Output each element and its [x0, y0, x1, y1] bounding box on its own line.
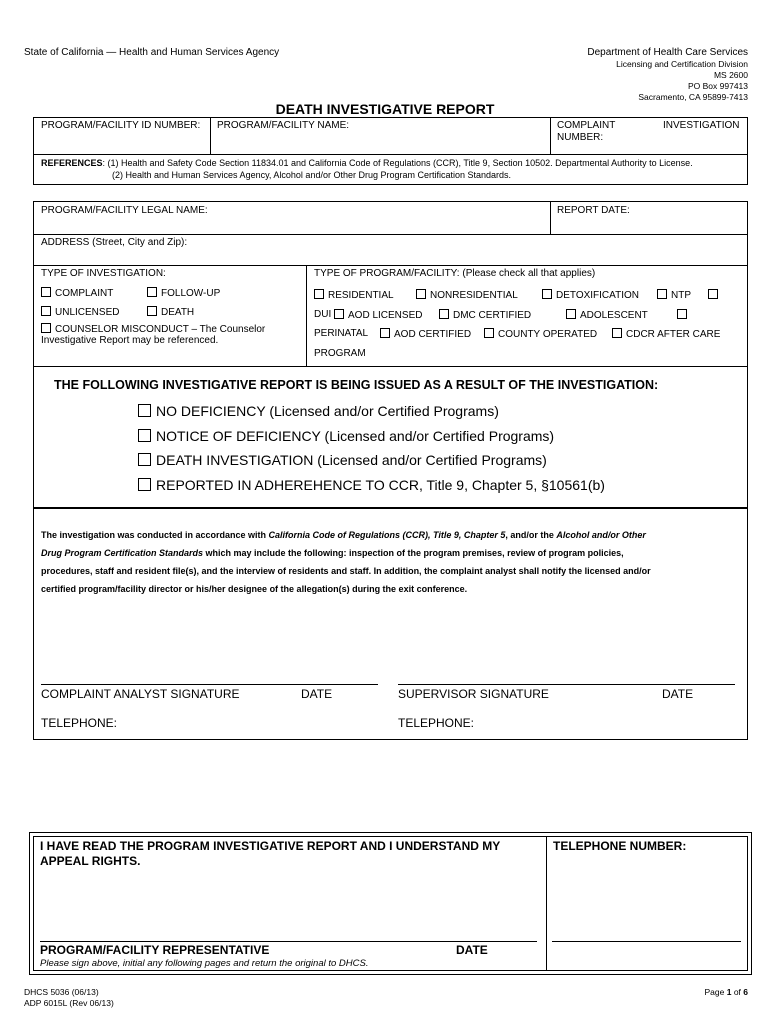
analyst-signature-line[interactable] [41, 684, 378, 685]
division-name: Licensing and Certification Division [616, 59, 748, 69]
checkbox-icon[interactable] [380, 328, 390, 338]
representative-date-label: DATE [456, 943, 488, 957]
counselor-misconduct-note: Investigative Report may be referenced. [41, 335, 219, 346]
supervisor-telephone-field[interactable]: TELEPHONE: [398, 716, 475, 730]
checkbox-icon[interactable] [439, 309, 449, 319]
report-date-field[interactable]: REPORT DATE: [557, 205, 630, 216]
checkbox-icon[interactable] [41, 323, 51, 333]
divider [33, 366, 748, 367]
page-title: DEATH INVESTIGATIVE REPORT [275, 101, 495, 117]
analyst-date-label: DATE [301, 687, 333, 701]
checkbox-icon[interactable] [484, 328, 494, 338]
checkbox-icon[interactable] [41, 306, 51, 316]
checkbox-icon[interactable] [138, 453, 151, 466]
cdcr-after-care-checkbox[interactable]: CDCR AFTER CARE [612, 328, 720, 341]
ntp-checkbox[interactable]: NTP [657, 289, 691, 302]
acknowledgement-heading: I HAVE READ THE PROGRAM INVESTIGATIVE REPORT AND I UNDERSTAND MY APPEAL RIGHTS. [40, 839, 501, 868]
checkbox-icon[interactable] [612, 328, 622, 338]
perinatal-checkbox[interactable] [677, 309, 691, 322]
address-field[interactable]: ADDRESS (Street, City and Zip): [41, 237, 188, 248]
program-type-label: TYPE OF PROGRAM/FACILITY: (Please check all that applies) [314, 268, 596, 279]
nonresidential-checkbox[interactable]: NONRESIDENTIAL [416, 289, 518, 302]
no-deficiency-option[interactable]: NO DEFICIENCY (Licensed and/or Certified Programs) [138, 403, 499, 419]
supervisor-signature-line[interactable] [398, 684, 735, 685]
adolescent-checkbox[interactable]: ADOLESCENT [566, 309, 648, 322]
investigation-statement: The investigation was conducted in accordance with California Code of Regulations (CCR), Title 9, Chapter 5, and/or the Alcohol and/or Other Drug Program Certification Standards which may include the following: inspection of the program premises, review of program policies, procedures, staff and resident file(s), and the interview of residents and staff. In addition, the complaint analyst shall notify the licensed and/or certified program/facility director or his/her designee of the allegation(s) during the exit conference. [41, 530, 651, 594]
divider [33, 154, 748, 155]
checkbox-icon[interactable] [138, 429, 151, 442]
result-heading: THE FOLLOWING INVESTIGATIVE REPORT IS BEING ISSUED AS A RESULT OF THE INVESTIGATION: [54, 378, 659, 392]
references-text-1: : (1) Health and Safety Code Section 11834.01 and California Code of Regulations (CCR), Title 9, Section 10502. Departmental Authority to License. [102, 158, 693, 168]
perinatal-label: PERINATAL [314, 328, 369, 339]
divider [306, 265, 307, 367]
page-number: Page 1 of 6 [704, 987, 748, 997]
form-revision: ADP 6015L (Rev 06/13) [24, 998, 114, 1008]
program-name-field[interactable]: PROGRAM/FACILITY NAME: [217, 120, 350, 131]
analyst-signature-label: COMPLAINT ANALYST SIGNATURE [41, 687, 240, 701]
county-operated-checkbox[interactable]: COUNTY OPERATED [484, 328, 597, 341]
checkbox-icon[interactable] [657, 289, 667, 299]
divider [33, 234, 748, 235]
checkbox-icon[interactable] [314, 289, 324, 299]
checkbox-icon[interactable] [708, 289, 718, 299]
counselor-misconduct-checkbox[interactable]: COUNSELOR MISCONDUCT – The Counselor [41, 323, 265, 336]
dmc-certified-checkbox[interactable]: DMC CERTIFIED [439, 309, 531, 322]
divider [210, 117, 211, 155]
death-checkbox[interactable]: DEATH [147, 306, 194, 319]
checkbox-icon[interactable] [677, 309, 687, 319]
program-label: PROGRAM [314, 348, 366, 359]
checkbox-icon[interactable] [138, 404, 151, 417]
telephone-number-line[interactable] [552, 941, 741, 942]
analyst-telephone-field[interactable]: TELEPHONE: [41, 716, 118, 730]
divider [550, 201, 551, 235]
checkbox-icon[interactable] [147, 287, 157, 297]
po-box: PO Box 997413 [687, 81, 748, 91]
telephone-number-field[interactable]: TELEPHONE NUMBER: [553, 839, 687, 853]
dui-checkbox[interactable] [708, 289, 722, 302]
checkbox-icon[interactable] [542, 289, 552, 299]
aod-certified-checkbox[interactable]: AOD CERTIFIED [380, 328, 471, 341]
supervisor-signature-label: SUPERVISOR SIGNATURE [398, 687, 549, 701]
aod-licensed-checkbox[interactable]: AOD LICENSED [334, 309, 422, 322]
representative-label: PROGRAM/FACILITY REPRESENTATIVE [40, 943, 270, 957]
follow-up-checkbox[interactable]: FOLLOW-UP [147, 287, 220, 300]
checkbox-icon[interactable] [334, 309, 344, 319]
references-line-2: (2) Health and Human Services Agency, Alcohol and/or Other Drug Program Certification Standards. [112, 170, 512, 180]
city-address: Sacramento, CA 95899-7413 [638, 92, 748, 102]
checkbox-icon[interactable] [41, 287, 51, 297]
agency-line: State of California — Health and Human Services Agency [24, 47, 280, 58]
detoxification-checkbox[interactable]: DETOXIFICATION [542, 289, 639, 302]
form-number: DHCS 5036 (06/13) [24, 987, 99, 997]
references-line-1 [41, 158, 693, 169]
complaint-number-field[interactable]: COMPLAINT NUMBER: [557, 120, 616, 143]
residential-checkbox[interactable]: RESIDENTIAL [314, 289, 394, 302]
references-label: REFERENCES [41, 158, 103, 168]
checkbox-icon[interactable] [147, 306, 157, 316]
legal-name-field[interactable]: PROGRAM/FACILITY LEGAL NAME: [41, 205, 208, 216]
mail-stop: MS 2600 [713, 70, 748, 80]
unlicensed-checkbox[interactable]: UNLICENSED [41, 306, 119, 319]
program-id-field[interactable]: PROGRAM/FACILITY ID NUMBER: [41, 120, 201, 131]
checkbox-icon[interactable] [138, 478, 151, 491]
reported-adherence-option[interactable]: REPORTED IN ADHEREHENCE TO CCR, Title 9, Chapter 5, §10561(b) [138, 477, 605, 493]
divider [546, 836, 547, 971]
department-name: Department of Health Care Services [587, 47, 748, 58]
supervisor-date-label: DATE [662, 687, 694, 701]
investigation-label: INVESTIGATION [663, 120, 740, 131]
representative-signature-line[interactable] [40, 941, 537, 942]
death-investigation-option[interactable]: DEATH INVESTIGATION (Licensed and/or Certified Programs) [138, 452, 547, 468]
divider [550, 117, 551, 155]
complaint-checkbox[interactable]: COMPLAINT [41, 287, 113, 300]
checkbox-icon[interactable] [416, 289, 426, 299]
notice-of-deficiency-option[interactable]: NOTICE OF DEFICIENCY (Licensed and/or Certified Programs) [138, 428, 554, 444]
return-instructions: Please sign above, initial any following pages and return the original to DHCS. [40, 958, 369, 969]
checkbox-icon[interactable] [566, 309, 576, 319]
dui-label: DUI [314, 309, 332, 320]
divider [33, 265, 748, 266]
investigation-type-label: TYPE OF INVESTIGATION: [41, 268, 166, 279]
